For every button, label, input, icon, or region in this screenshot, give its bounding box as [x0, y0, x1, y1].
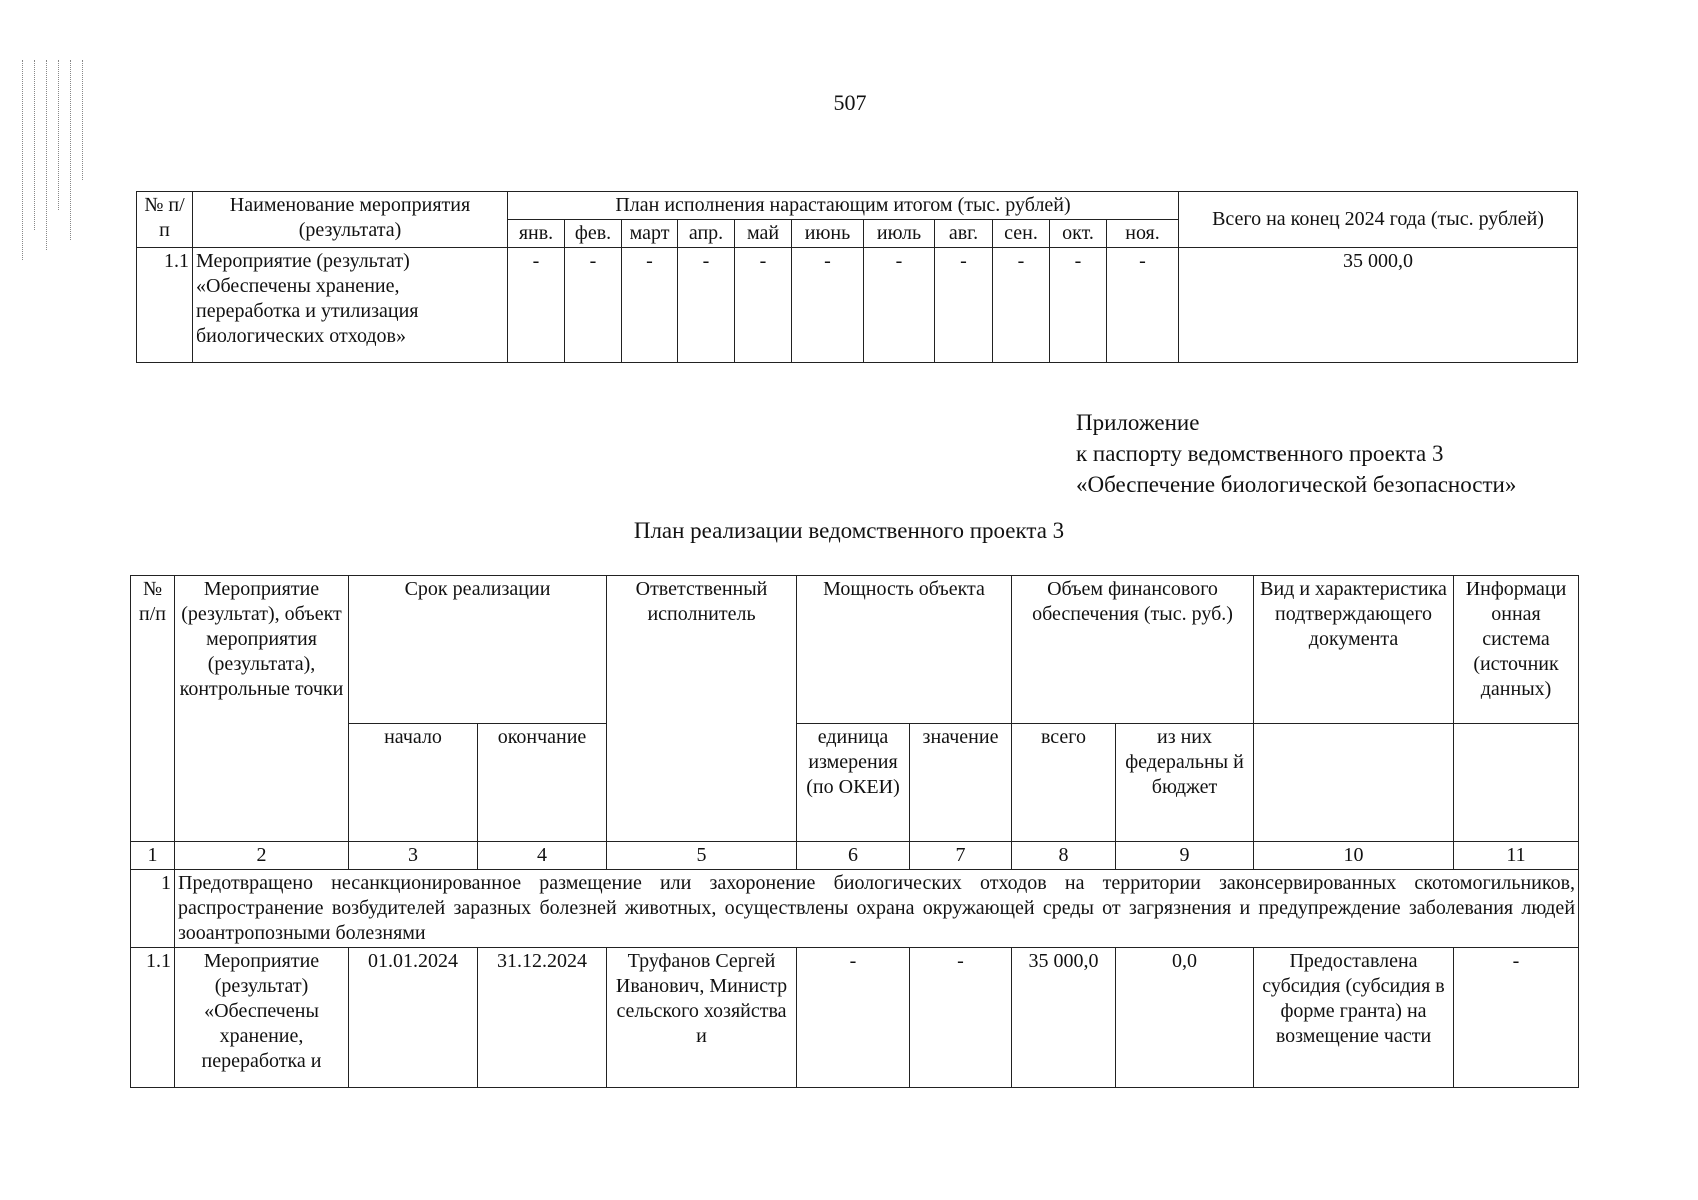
- row-name: Мероприятие (результат) «Обеспечены хранение, переработка и утилизация биологических отходов»: [193, 248, 508, 363]
- col-header-fin-total: всего: [1012, 724, 1116, 842]
- row-responsible: Труфанов Сергей Иванович, Министр сельского хозяйства и: [607, 948, 797, 1088]
- row-fin-total: 35 000,0: [1012, 948, 1116, 1088]
- month-value: -: [508, 248, 565, 363]
- empty-cell: [1454, 724, 1579, 842]
- month-value: -: [1107, 248, 1179, 363]
- month-header: март: [622, 220, 678, 248]
- month-header: сен.: [993, 220, 1050, 248]
- col-header-num: № п/п: [131, 576, 175, 842]
- month-header: июль: [864, 220, 935, 248]
- month-value: -: [622, 248, 678, 363]
- col-number: 10: [1254, 842, 1454, 870]
- col-header-term: Срок реализации: [349, 576, 607, 724]
- col-number: 1: [131, 842, 175, 870]
- col-header-value: значение: [910, 724, 1012, 842]
- col-header-end: окончание: [478, 724, 607, 842]
- row-start: 01.01.2024: [349, 948, 478, 1088]
- col-number: 3: [349, 842, 478, 870]
- month-value: -: [1050, 248, 1107, 363]
- month-header: фев.: [565, 220, 622, 248]
- month-value: -: [792, 248, 864, 363]
- row-num: 1.1: [131, 948, 175, 1088]
- annex-line: Приложение: [1076, 410, 1200, 435]
- annex-line: «Обеспечение биологической безопасности»: [1076, 472, 1517, 497]
- month-header: июнь: [792, 220, 864, 248]
- table-row: [131, 948, 1579, 1088]
- implementation-plan-table: [130, 575, 1579, 1088]
- col-number: 7: [910, 842, 1012, 870]
- row-value: -: [910, 948, 1012, 1088]
- month-value: -: [735, 248, 792, 363]
- col-header-capacity: Мощность объекта: [797, 576, 1012, 724]
- section-num: 1: [131, 870, 175, 948]
- month-value: -: [565, 248, 622, 363]
- month-header: авг.: [935, 220, 993, 248]
- col-header-start: начало: [349, 724, 478, 842]
- row-unit: -: [797, 948, 910, 1088]
- month-header: янв.: [508, 220, 565, 248]
- month-header: май: [735, 220, 792, 248]
- col-header-total: Всего на конец 2024 года (тыс. рублей): [1179, 192, 1578, 248]
- col-header-name: Наименование мероприятия (результата): [193, 192, 508, 248]
- month-value: -: [935, 248, 993, 363]
- section-row: [131, 870, 1579, 948]
- month-header: окт.: [1050, 220, 1107, 248]
- month-value: -: [993, 248, 1050, 363]
- col-header-plan: План исполнения нарастающим итогом (тыс. рублей): [508, 192, 1179, 220]
- col-number: 11: [1454, 842, 1579, 870]
- empty-cell: [1254, 724, 1454, 842]
- annex-line: к паспорту ведомственного проекта 3: [1076, 441, 1444, 466]
- month-value: -: [678, 248, 735, 363]
- row-activity: Мероприятие (результат) «Обеспечены хранение, переработка и: [175, 948, 349, 1088]
- col-header-finance: Объем финансового обеспечения (тыс. руб.): [1012, 576, 1254, 724]
- annex-block: [1076, 407, 1516, 500]
- col-header-document: Вид и характеристика подтверждающего документа: [1254, 576, 1454, 724]
- col-number: 8: [1012, 842, 1116, 870]
- col-header-num: № п/п: [137, 192, 193, 248]
- col-header-unit: единица измерения (по ОКЕИ): [797, 724, 910, 842]
- month-header: ноя.: [1107, 220, 1179, 248]
- row-document: Предоставлена субсидия (субсидия в форме гранта) на возмещение части: [1254, 948, 1454, 1088]
- row-infosys: -: [1454, 948, 1579, 1088]
- month-header: апр.: [678, 220, 735, 248]
- col-header-infosys: Информаци онная система (источник данных): [1454, 576, 1579, 724]
- plan-title: План реализации ведомственного проекта 3: [633, 518, 1065, 543]
- column-numbers-row: [131, 842, 1579, 870]
- binding-marks: [18, 60, 90, 270]
- col-number: 5: [607, 842, 797, 870]
- row-fin-federal: 0,0: [1116, 948, 1254, 1088]
- col-number: 6: [797, 842, 910, 870]
- col-number: 9: [1116, 842, 1254, 870]
- page-number: 507: [833, 90, 867, 115]
- row-total: 35 000,0: [1179, 248, 1578, 363]
- col-header-responsible: Ответственный исполнитель: [607, 576, 797, 842]
- col-number: 2: [175, 842, 349, 870]
- financial-plan-table: [136, 191, 1578, 363]
- table-row: [137, 248, 1578, 363]
- row-end: 31.12.2024: [478, 948, 607, 1088]
- col-header-activity: Мероприятие (результат), объект мероприятия (результата), контрольные точки: [175, 576, 349, 842]
- month-value: -: [864, 248, 935, 363]
- col-number: 4: [478, 842, 607, 870]
- section-text: Предотвращено несанкционированное размещение или захоронение биологических отходов на территории законсервированных скотомогильников, распространение возбудителей заразных болезней животных, осуществлены охрана окружающей среды от загрязнения и предупреждение заболевания людей зооантропозными болезнями: [175, 870, 1579, 948]
- row-num: 1.1: [137, 248, 193, 363]
- col-header-fin-federal: из них федеральны й бюджет: [1116, 724, 1254, 842]
